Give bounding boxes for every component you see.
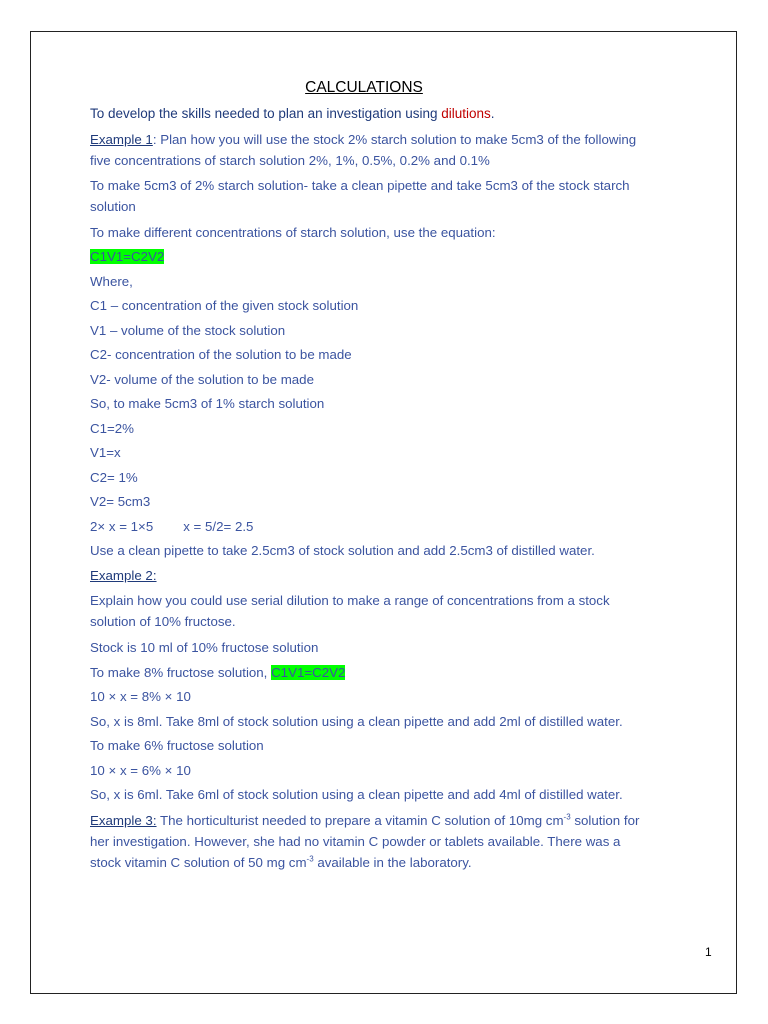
c1-value: C1=2% <box>90 420 134 436</box>
example-2-line-2: solution of 10% fructose. <box>90 614 236 629</box>
so-6-line: So, x is 6ml. Take 6ml of stock solution using a clean pipette and add 4ml of distilled water. <box>90 787 623 802</box>
c2-definition: C2- concentration of the solution to be made <box>90 347 352 362</box>
example-3-text-d: available in the laboratory. <box>313 854 472 870</box>
example-3-superscript-2: -3 <box>306 854 314 864</box>
example-3-label: Example 3: <box>90 812 157 828</box>
subtitle <box>90 102 730 127</box>
subtitle-highlight: dilutions <box>441 106 491 121</box>
make-8-line <box>90 661 730 686</box>
equation-line <box>90 245 730 270</box>
example-3-text-c: stock vitamin C solution of 50 mg cm <box>90 854 307 870</box>
make-6-line: To make 6% fructose solution <box>90 738 264 753</box>
so-8-line: So, x is 8ml. Take 8ml of stock solution using a clean pipette and add 2ml of distilled water. <box>90 713 623 729</box>
two-percent-paragraph <box>90 175 730 217</box>
use-pipette-line: Use a clean pipette to take 2.5cm3 of stock solution and add 2.5cm3 of distilled water. <box>90 543 595 558</box>
c2-value: C2= 1% <box>90 469 138 485</box>
example-2-line-1: Explain how you could use serial dilution to make a range of concentrations from a stock <box>90 593 610 608</box>
two-percent-line-2: solution <box>90 198 136 214</box>
eq-8-line: 10 × x = 8% × 10 <box>90 689 191 704</box>
calculation-left: 2× x = 1×5 <box>90 518 154 534</box>
calculation-line <box>90 515 730 540</box>
so-make-line: So, to make 5cm3 of 1% starch solution <box>90 396 325 411</box>
example-3-line-1 <box>90 810 730 831</box>
document-body <box>90 76 730 873</box>
calculation-right: x = 5/2= 2.5 <box>183 518 254 534</box>
example-2-heading <box>90 564 730 589</box>
document-title: CALCULATIONS <box>305 79 423 96</box>
example-1-line-1 <box>90 129 730 150</box>
eq-6-line: 10 × x = 6% × 10 <box>90 762 191 778</box>
equation-highlight: C1V1=C2V2 <box>90 249 165 264</box>
example-3-line-2: her investigation. However, she had no vitamin C powder or tablets available. There was a <box>90 833 621 849</box>
v1-value: V1=x <box>90 445 121 460</box>
v2-value: V2= 5cm3 <box>90 494 151 509</box>
make-8-equation: C1V1=C2V2 <box>271 664 346 680</box>
example-3-text-b: solution for <box>570 812 640 828</box>
v1-definition: V1 – volume of the stock solution <box>90 322 286 338</box>
subtitle-text: To develop the skills needed to plan an investigation using <box>90 106 442 121</box>
example-1-paragraph <box>90 129 730 171</box>
where-label: Where, <box>90 273 133 289</box>
page-number: 1 <box>705 945 712 959</box>
example-2-label: Example 2: <box>90 567 157 583</box>
c1-definition: C1 – concentration of the given stock solution <box>90 298 359 313</box>
equation-intro: To make different concentrations of starch solution, use the equation: <box>90 224 496 240</box>
make-8-text: To make 8% fructose solution, <box>90 664 272 680</box>
example-1-text: : Plan how you will use the stock 2% starch solution to make 5cm3 of the following <box>152 131 637 147</box>
example-1-label: Example 1 <box>90 131 153 147</box>
subtitle-end: . <box>490 106 495 121</box>
example-2-paragraph <box>90 590 730 632</box>
example-3-line-3 <box>90 852 730 873</box>
example-1-line-2: five concentrations of starch solution 2%, 1%, 0.5%, 0.2% and 0.1% <box>90 152 490 168</box>
two-percent-line-1: To make 5cm3 of 2% starch solution- take a clean pipette and take 5cm3 of the stock starch <box>90 177 630 193</box>
v2-definition: V2- volume of the solution to be made <box>90 371 314 387</box>
example-3-paragraph <box>90 810 730 873</box>
example-3-superscript-1: -3 <box>563 812 571 822</box>
example-3-text-a: The horticulturist needed to prepare a vitamin C solution of 10mg cm <box>156 812 564 828</box>
stock-line: Stock is 10 ml of 10% fructose solution <box>90 640 319 655</box>
